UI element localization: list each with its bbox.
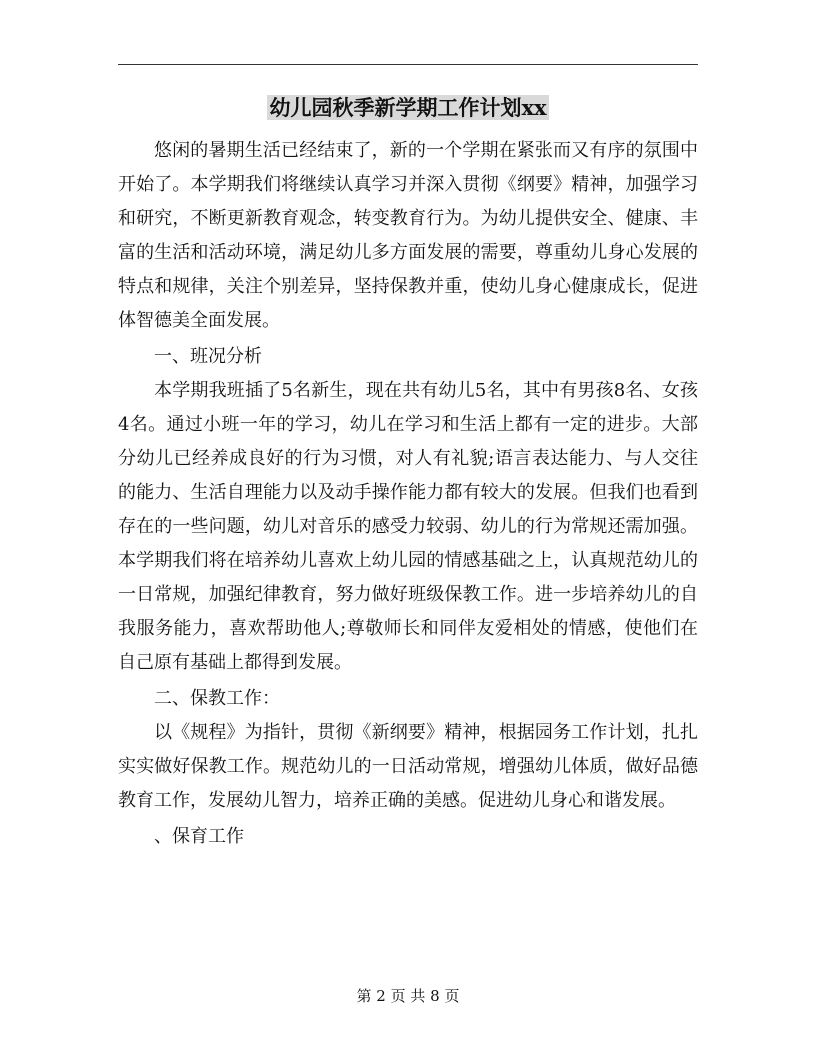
header-rule (118, 64, 698, 65)
intro-paragraph: 悠闲的暑期生活已经结束了，新的一个学期在紧张而又有序的氛围中开始了。本学期我们将继续认真学习并深入贯彻《纲要》精神，加强学习和研究，不断更新教育观念，转变教育行为。为幼儿提供安全、健康、丰富的生活和活动环境，满足幼儿多方面发展的需要，尊重幼儿身心发展的特点和规律，关注个别差异，坚持保教并重，使幼儿身心健康成长，促进体智德美全面发展。 (118, 140, 698, 331)
section-heading-childcare: 、保育工作 (154, 826, 244, 847)
page-number: 第 2 页 共 8 页 (356, 987, 460, 1005)
section-heading-class-analysis: 一、班况分析 (154, 346, 262, 367)
care-education-paragraph: 以《规程》为指针，贯彻《新纲要》精神，根据园务工作计划，扎扎实实做好保教工作。规范幼儿的一日活动常规，增强幼儿体质，做好品德教育工作，发展幼儿智力，培养正确的美感。促进幼儿身心和谐发展。 (118, 722, 698, 811)
page-footer (0, 986, 816, 1006)
document-title (0, 94, 816, 122)
document-title-text: 幼儿园秋季新学期工作计划xx (269, 95, 547, 120)
document-body (118, 134, 698, 854)
section-heading-care-education: 二、保教工作： (154, 688, 280, 709)
class-analysis-paragraph: 本学期我班插了5名新生，现在共有幼儿5名，其中有男孩8名、女孩4名。通过小班一年的学习，幼儿在学习和生活上都有一定的进步。大部分幼儿已经养成良好的行为习惯，对人有礼貌;语言表达能力、与人交往的能力、生活自理能力以及动手操作能力都有较大的发展。但我们也看到存在的一些问题，幼儿对音乐的感受力较弱、幼儿的行为常规还需加强。本学期我们将在培养幼儿喜欢上幼儿园的情感基础之上，认真规范幼儿的一日常规，加强纪律教育，努力做好班级保教工作。进一步培养幼儿的自我服务能力，喜欢帮助他人;尊敬师长和同伴友爱相处的情感，使他们在自己原有基础上都得到发展。 (118, 380, 698, 673)
